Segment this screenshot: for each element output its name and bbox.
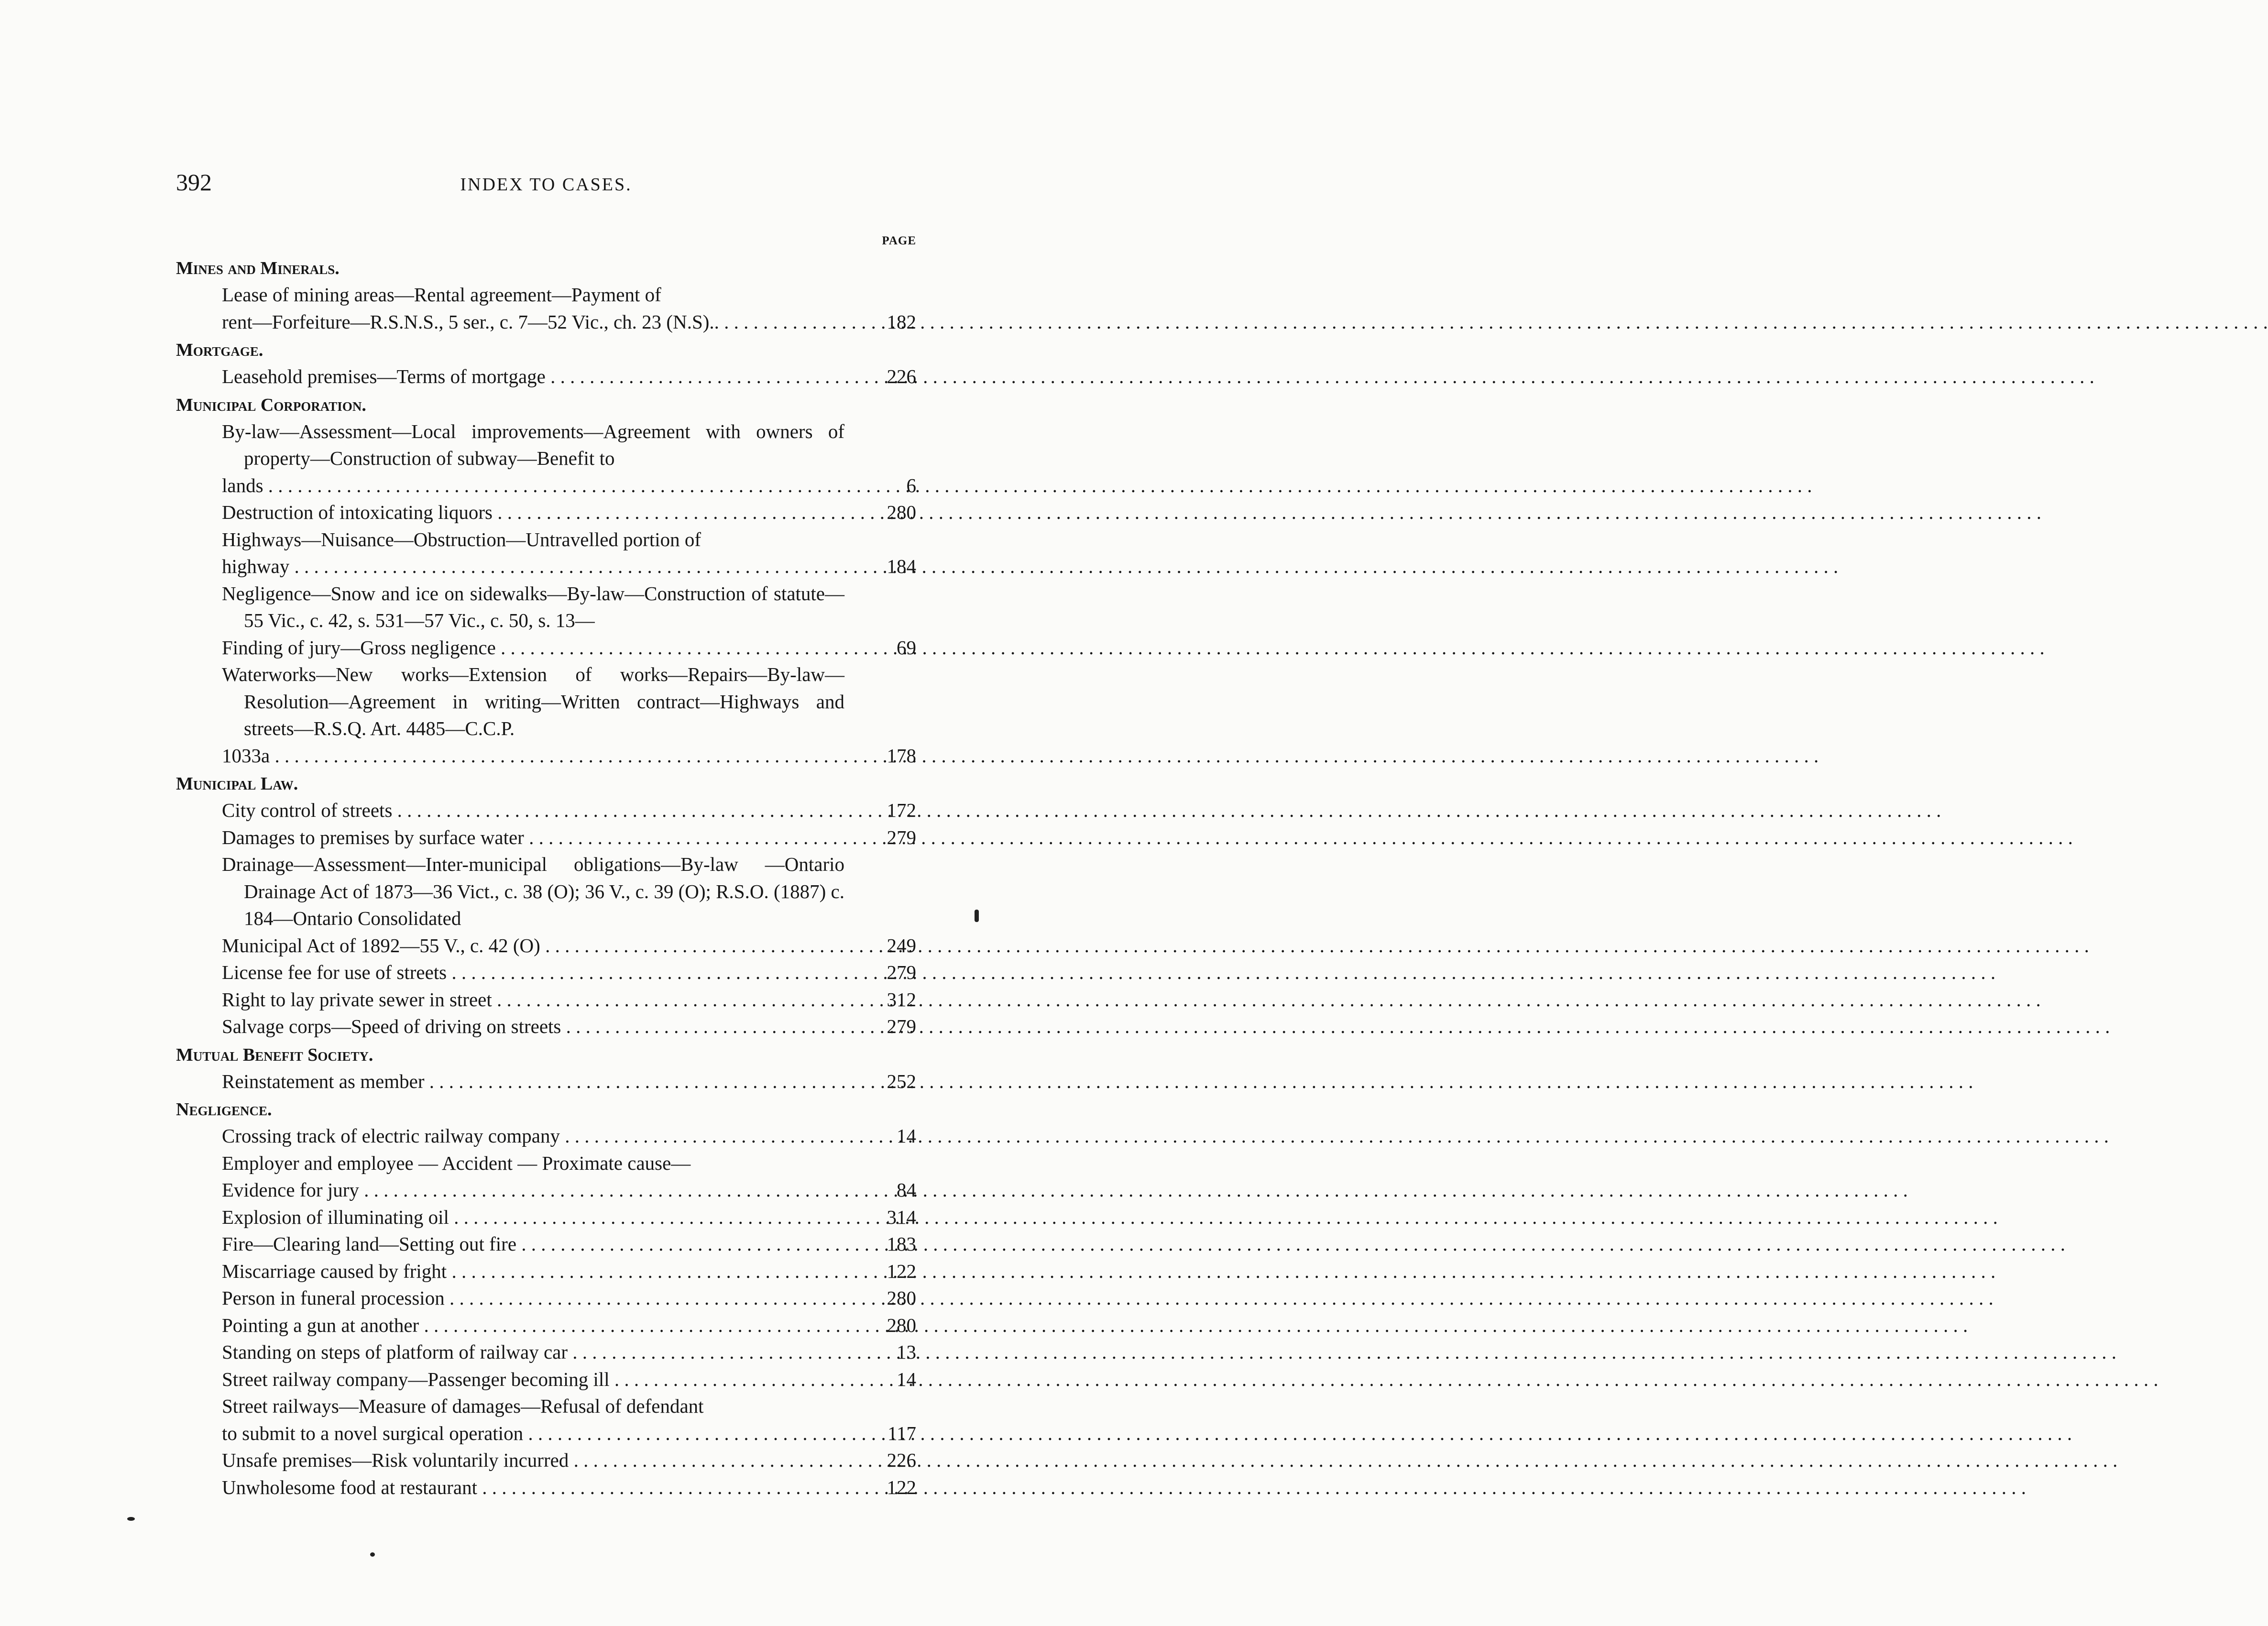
- entry-final-line: highway . . .: [244, 553, 844, 580]
- entry-final-line: Person in funeral procession . . .: [244, 1285, 844, 1312]
- entry-final-line: Street railway company—Passenger becoming ill . . .: [244, 1366, 844, 1393]
- index-entry: [176, 986, 916, 1013]
- entry-page-number: 69: [897, 636, 916, 659]
- entry-final-line: Fire—Clearing land—Setting out fire . . .: [244, 1230, 844, 1258]
- index-entry: [176, 1122, 916, 1150]
- entry-final-line: Destruction of intoxicating liquors . . .: [244, 499, 844, 526]
- entry-text: Negligence—Snow and ice on sidewalks—By-law—Construction of statute—55 Vic., c. 42, s. 531—57 Vic., c. 50, s. 13—: [222, 582, 844, 631]
- running-head: [176, 168, 916, 202]
- index-entry: [176, 661, 916, 769]
- entry-text: Employer and employee — Accident — Proximate cause—: [222, 1152, 691, 1174]
- index-entry: [176, 281, 916, 335]
- entry-page-number: 249: [887, 934, 916, 956]
- index-section: [176, 771, 916, 1040]
- entry-page-number: 122: [887, 1476, 916, 1498]
- index-entry: [176, 580, 916, 661]
- entry-page-number: 279: [887, 961, 916, 983]
- entry-page-number: 172: [887, 799, 916, 821]
- entry-text: Drainage—Assessment—Inter-municipal obligations—By-law —Ontario Drainage Act of 1873—36 Vict., c. 38 (O); 36 V., c. 39 (O); R.S.O. (1887) c. 184—Ontario Consolidated: [222, 853, 844, 929]
- entry-final-line: 1033a . . .: [244, 742, 844, 769]
- entry-page-number: 279: [887, 826, 916, 848]
- index-entry: [176, 1312, 916, 1339]
- entry-final-line: Right to lay private sewer in street . . .: [244, 986, 844, 1013]
- entry-text: Highways—Nuisance—Obstruction—Untravelled portion of: [222, 528, 701, 550]
- entry-page-number: 84: [897, 1179, 916, 1201]
- entry-page-number: 6: [906, 474, 916, 496]
- index-entry: [176, 1339, 916, 1366]
- page-column-label: PAGE: [882, 234, 916, 247]
- index-entry: [176, 1366, 916, 1393]
- index-section: [176, 392, 916, 769]
- index-entry: [176, 1258, 916, 1285]
- index-entry: [176, 1068, 916, 1095]
- entry-final-line: Crossing track of electric railway company . . .: [244, 1122, 844, 1150]
- index-section: [176, 255, 916, 335]
- entry-final-line: Explosion of illuminating oil . . .: [244, 1204, 844, 1231]
- section-heading: Negligence.: [176, 1099, 272, 1120]
- entry-text: Lease of mining areas—Rental agreement—Payment of: [222, 284, 661, 306]
- entry-page-number: 117: [887, 1422, 916, 1444]
- entry-final-line: Unwholesome food at restaurant . . .: [244, 1474, 844, 1501]
- entry-final-line: Finding of jury—Gross negligence . . .: [244, 634, 844, 661]
- section-heading: Mines and Minerals.: [176, 258, 340, 278]
- entry-page-number: 252: [887, 1070, 916, 1092]
- page-number: 392: [176, 169, 212, 196]
- section-heading: Mutual Benefit Society.: [176, 1044, 373, 1065]
- index-entry: [176, 526, 916, 580]
- entry-final-line: Salvage corps—Speed of driving on streets . . .: [244, 1013, 844, 1040]
- entry-page-number: 14: [897, 1368, 916, 1390]
- index-section: [176, 1097, 916, 1501]
- entry-final-line: Miscarriage caused by fright . . .: [244, 1258, 844, 1285]
- running-title: INDEX TO CASES.: [460, 175, 632, 195]
- index-entry: [176, 1393, 916, 1447]
- index-page: [176, 168, 916, 1501]
- entry-final-line: Leasehold premises—Terms of mortgage . . .: [244, 363, 844, 390]
- entry-page-number: 226: [887, 1449, 916, 1471]
- index-entry: [176, 418, 916, 499]
- section-heading: Mortgage.: [176, 340, 263, 360]
- column-head-row: [176, 231, 916, 255]
- entry-final-line: Unsafe premises—Risk voluntarily incurred . . .: [244, 1447, 844, 1474]
- entry-page-number: 184: [887, 555, 916, 577]
- entry-text: Waterworks—New works—Extension of works—Repairs—By-law—Resolution—Agreement in writing—Written contract—Highways and streets—R.S.Q. Art. 4485—C.C.P.: [222, 663, 844, 739]
- index-entry: [176, 1285, 916, 1312]
- stray-ink-mark: [975, 910, 979, 922]
- entry-page-number: 314: [887, 1206, 916, 1228]
- section-heading: Municipal Corporation.: [176, 395, 366, 415]
- section-heading: Municipal Law.: [176, 774, 298, 794]
- stray-ink-mark: [127, 1517, 135, 1521]
- index-entry: [176, 959, 916, 986]
- index-entry: [176, 363, 916, 390]
- entry-final-line: Reinstatement as member . . .: [244, 1068, 844, 1095]
- index-entry: [176, 1447, 916, 1474]
- entry-final-line: to submit to a novel surgical operation . . .: [244, 1420, 844, 1447]
- index-entry: [176, 1474, 916, 1501]
- index-entry: [176, 824, 916, 851]
- entry-page-number: 312: [887, 988, 916, 1011]
- entry-text: Street railways—Measure of damages—Refusal of defendant: [222, 1395, 704, 1417]
- entry-page-number: 13: [897, 1341, 916, 1363]
- entry-final-line: Evidence for jury . . .: [244, 1176, 844, 1204]
- entry-final-line: Damages to premises by surface water . . .: [244, 824, 844, 851]
- index-entry: [176, 1150, 916, 1204]
- index-entry: [176, 1204, 916, 1231]
- entry-final-line: Municipal Act of 1892—55 V., c. 42 (O) . . .: [244, 932, 844, 959]
- entry-page-number: 280: [887, 1314, 916, 1336]
- stray-ink-mark: [370, 1552, 375, 1557]
- entry-final-line: rent—Forfeiture—R.S.N.S., 5 ser., c. 7—52 Vic., ch. 23 (N.S).. . . .: [244, 308, 844, 336]
- entry-page-number: 182: [887, 310, 916, 333]
- entry-final-line: City control of streets . . .: [244, 797, 844, 824]
- entry-final-line: License fee for use of streets . . .: [244, 959, 844, 986]
- index-entry: [176, 1013, 916, 1040]
- page-body: [0, 0, 1044, 1626]
- entry-final-line: lands . . .: [244, 472, 844, 499]
- entry-page-number: 280: [887, 501, 916, 523]
- index-entry: [176, 499, 916, 526]
- index-entry: [176, 851, 916, 959]
- entry-final-line: Standing on steps of platform of railway car . . .: [244, 1339, 844, 1366]
- entry-page-number: 183: [887, 1233, 916, 1255]
- index-section: [176, 337, 916, 390]
- index-section: [176, 1042, 916, 1095]
- index-entry: [176, 1230, 916, 1258]
- index-entry: [176, 797, 916, 824]
- entry-final-line: Pointing a gun at another . . .: [244, 1312, 844, 1339]
- entry-page-number: 122: [887, 1260, 916, 1282]
- entry-page-number: 279: [887, 1015, 916, 1037]
- entry-page-number: 178: [887, 744, 916, 767]
- entry-text: By-law—Assessment—Local improvements—Agreement with owners of property—Construction of subway—Benefit to: [222, 420, 844, 469]
- entry-page-number: 14: [897, 1125, 916, 1147]
- entry-page-number: 280: [887, 1287, 916, 1309]
- entry-page-number: 226: [887, 365, 916, 387]
- index-content: [176, 231, 916, 1501]
